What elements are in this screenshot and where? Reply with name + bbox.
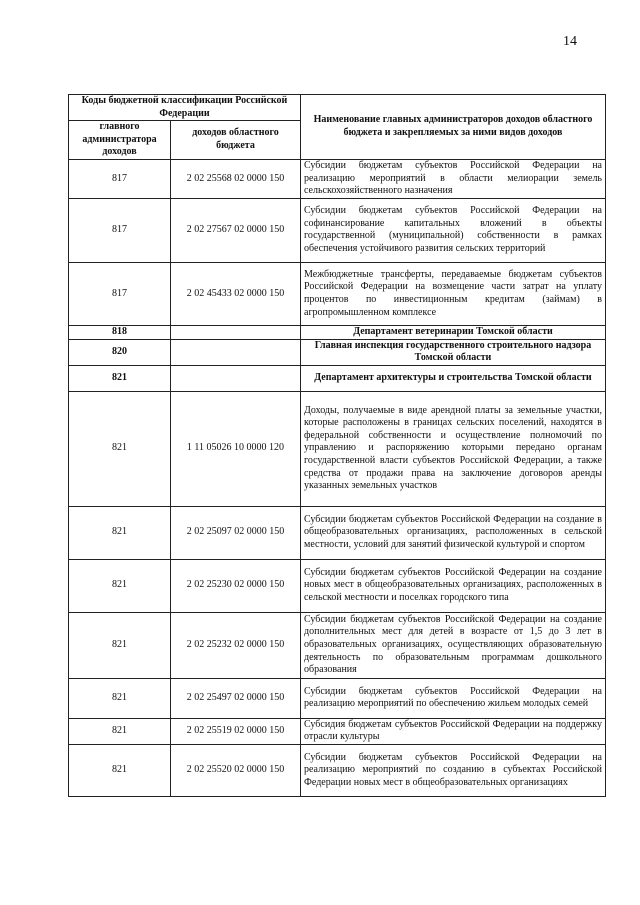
income-name-cell: Субсидии бюджетам субъектов Российской Федерации на создание в общеобразовательных организациях, расположенных в сельской местности, условий для занятий физической культурой и спортом — [301, 506, 606, 559]
income-name-cell: Субсидии бюджетам субъектов Российской Федерации на создание новых мест в общеобразовательных организациях, расположенных в сельской местности и поселках городского типа — [301, 559, 606, 612]
income-name-cell: Субсидии бюджетам субъектов Российской Федерации на софинансирование капитальных вложений в объекты государственной (муниципальной) собственности в рамках обеспечения устойчивого развития сельских территорий — [301, 198, 606, 262]
table-row — [69, 262, 606, 325]
income-code-cell — [171, 365, 301, 391]
table-body — [69, 159, 606, 796]
table-row — [69, 744, 606, 796]
income-code-cell — [171, 339, 301, 365]
admin-code-cell: 817 — [69, 198, 171, 262]
header-income-column: доходов областного бюджета — [171, 121, 301, 160]
income-name-cell: Субсидии бюджетам субъектов Российской Федерации на создание дополнительных мест для детей в возрасте от 1,5 до 3 лет в образовательных организациях, осуществляющих образовательную деятельность по образовательным программам дошкольного образования — [301, 612, 606, 678]
header-codes-group: Коды бюджетной классификации Российской Федерации — [69, 95, 301, 121]
department-name-cell: Департамент ветеринарии Томской области — [301, 325, 606, 339]
table-row — [69, 391, 606, 506]
admin-code-cell: 818 — [69, 325, 171, 339]
department-row — [69, 365, 606, 391]
table-row — [69, 612, 606, 678]
budget-codes-table — [68, 94, 606, 797]
income-name-cell: Межбюджетные трансферты, передаваемые бюджетам субъектов Российской Федерации на возмещение части затрат на уплату процентов по инвестиционным кредитам (займам) в агропромышленном комплексе — [301, 262, 606, 325]
income-name-cell: Доходы, получаемые в виде арендной платы за земельные участки, которые расположены в границах сельских поселений, находятся в федеральной собственности и осуществление полномочий по управлению и распоряжению которыми передано органам государственной власти субъектов Российской Федерации, а также средства от продажи права на заключение договоров аренды указанных земельных участков — [301, 391, 606, 506]
admin-code-cell: 821 — [69, 391, 171, 506]
table-row — [69, 506, 606, 559]
department-row — [69, 325, 606, 339]
income-code-cell: 2 02 25568 02 0000 150 — [171, 159, 301, 198]
admin-code-cell: 821 — [69, 744, 171, 796]
table-row — [69, 159, 606, 198]
income-code-cell: 2 02 25520 02 0000 150 — [171, 744, 301, 796]
income-name-cell: Субсидия бюджетам субъектов Российской Федерации на поддержку отрасли культуры — [301, 718, 606, 744]
table-row — [69, 559, 606, 612]
income-code-cell: 2 02 25230 02 0000 150 — [171, 559, 301, 612]
income-code-cell: 2 02 27567 02 0000 150 — [171, 198, 301, 262]
admin-code-cell: 821 — [69, 612, 171, 678]
admin-code-cell: 817 — [69, 262, 171, 325]
admin-code-cell: 820 — [69, 339, 171, 365]
header-name-column: Наименование главных администраторов доходов областного бюджета и закрепляемых за ними видов доходов — [301, 95, 606, 160]
income-code-cell: 2 02 25497 02 0000 150 — [171, 678, 301, 718]
income-name-cell: Субсидии бюджетам субъектов Российской Федерации на реализацию мероприятий по обеспечению жильем молодых семей — [301, 678, 606, 718]
page-number: 14 — [563, 34, 577, 49]
income-name-cell: Субсидии бюджетам субъектов Российской Федерации на реализацию мероприятий в области мелиорации земель сельскохозяйственного назначения — [301, 159, 606, 198]
table-row — [69, 718, 606, 744]
department-name-cell: Главная инспекция государственного строительного надзора Томской области — [301, 339, 606, 365]
income-code-cell: 1 11 05026 10 0000 120 — [171, 391, 301, 506]
income-code-cell: 2 02 25519 02 0000 150 — [171, 718, 301, 744]
department-row — [69, 339, 606, 365]
department-name-cell: Департамент архитектуры и строительства Томской области — [301, 365, 606, 391]
admin-code-cell: 821 — [69, 559, 171, 612]
income-code-cell: 2 02 25097 02 0000 150 — [171, 506, 301, 559]
admin-code-cell: 821 — [69, 365, 171, 391]
admin-code-cell: 821 — [69, 678, 171, 718]
income-code-cell — [171, 325, 301, 339]
table-row — [69, 678, 606, 718]
income-name-cell: Субсидии бюджетам субъектов Российской Федерации на реализацию мероприятий по созданию в субъектах Российской Федерации новых мест в общеобразовательных организациях — [301, 744, 606, 796]
income-code-cell: 2 02 45433 02 0000 150 — [171, 262, 301, 325]
admin-code-cell: 817 — [69, 159, 171, 198]
admin-code-cell: 821 — [69, 506, 171, 559]
table-row — [69, 198, 606, 262]
header-admin-column: главного администратора доходов — [69, 121, 171, 160]
admin-code-cell: 821 — [69, 718, 171, 744]
income-code-cell: 2 02 25232 02 0000 150 — [171, 612, 301, 678]
